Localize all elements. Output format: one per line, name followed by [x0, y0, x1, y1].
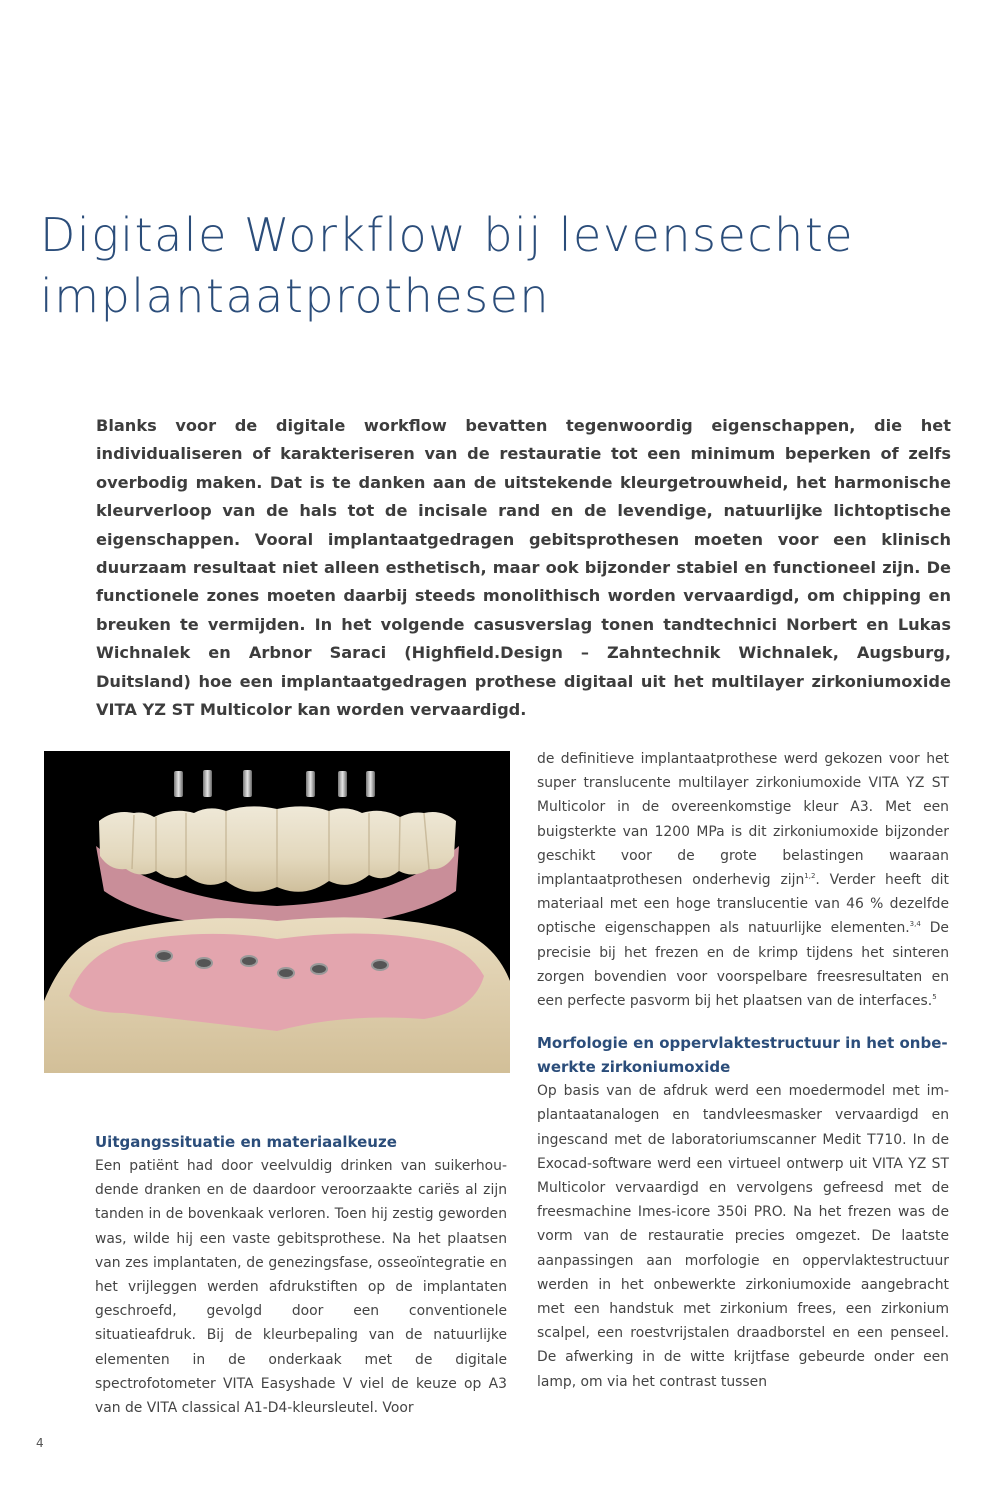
footnote-ref: 5 — [932, 993, 937, 1002]
intro-paragraph: Blanks voor de digitale workflow bevatten tegenwoordig eigenschappen, die het individualiseren of karakteriseren van de restauratie tot een minimum beperken of zelfs overbodig maken. Dat is te danken aan de uitstekende kleurgetrouwheid, het harmonische kleurverloop van de hals tot de incisale rand en de levendige, natuurlijke lichtoptische eigenschappen. Vooral implantaatgedragen gebitsprothesen moeten voor een klinisch duurzaam resultaat niet alleen esthetisch, maar ook bijzonder stabiel en functioneel zijn. De functionele zones moeten daarbij steeds monolithisch worden vervaardigd, om chipping en breuken te vermijden. In het volgende casusverslag tonen tandtechnici Norbert en Lukas Wichnalek en Arbnor Saraci (Highfield.Design – Zahntechnik Wichnalek, Augsburg, Duitsland) hoe een implantaatgedragen prothese digitaal uit het multilayer zirkoniumoxide VITA YZ ST Multicolor kan worden vervaardigd. — [96, 416, 951, 720]
right-column — [537, 747, 949, 1394]
section-heading-starting-situation: Uitgangssituatie en materiaalkeuze — [95, 1133, 397, 1151]
left-column — [95, 1130, 507, 1420]
implant-prosthesis-photo — [44, 751, 510, 1073]
page-title: Digitale Workflow bij levensechte implantaatprothesen — [40, 208, 855, 323]
section-heading-morphology: Morfologie en oppervlaktestructuur in het onbewerkte zirkoniumoxide — [537, 1034, 948, 1077]
footnote-ref: 3,4 — [909, 920, 921, 929]
page-number: 4 — [36, 1436, 44, 1450]
right-column-paragraph-1: de definitieve implantaatprothese werd gekozen voor het super translucente multilayer zirkoniumoxide VITA YZ ST Multicolor in de overeenkomstige kleur A3. Met een buigsterkte van 1200 MPa is dit zirkoniumoxide bijzonder geschikt voor de grote belastingen waaraan implantaatprothesen onderhevig zijn$^{1,2}$. Verder heeft dit materiaal met een hoge translucentie van 46 % dezelfde optische eigenschappen als natuurlijke elementen.$^{3,4}$ De precisie bij het frezen en de krimp tijdens het sinteren zorgen bovendien voor voorspelbare freesresultaten en een perfecte pasvorm bij het plaatsen van de interfaces.$^5$ — [537, 751, 949, 1010]
footnote-ref: 1,2 — [804, 872, 816, 881]
left-column-body: Een patiënt had door veelvuldig drinken van suikerhoudende dranken en de daardoor veroorzaakte cariës al zijn tanden in de bovenkaak verloren. Toen hij zestig geworden was, wilde hij een vaste gebitsprothese. Na het plaatsen van zes implantaten, de genezingsfase, osseoïntegratie en het vrijleggen werden afdrukstiften op de implantaten geschroefd, gevolgd door een conventionele situatieafdruk. Bij de kleurbepaling van de natuurlijke elementen in de onderkaak met de digitale spectrofotometer VITA Easyshade V viel de keuze op A3 van de VITA classical A1-D4-kleursleutel. Voor — [95, 1158, 507, 1417]
right-column-paragraph-2: Op basis van de afdruk werd een moedermodel met implantaatanalogen en tandvleesmasker vervaardigd en ingescand met de laboratoriumscanner Medit T710. In de Exocad-software werd een virtueel ontwerp uit VITA YZ ST Multicolor vervaardigd en vervolgens gefreesd met de freesmachine Imes-icore 350i PRO. Na het frezen was de vorm van de restauratie precies omgezet. De laatste aanpassingen aan morfologie en oppervlaktestructuur werden in het onbewerkte zirkoniumoxide aangebracht met een handstuk met zirkonium frees, een zirkonium scalpel, een roestvrijstalen draadborstel en een penseel. De afwerking in de witte krijtfase gebeurde onder een lamp, om via het contrast tussen — [537, 1083, 949, 1390]
